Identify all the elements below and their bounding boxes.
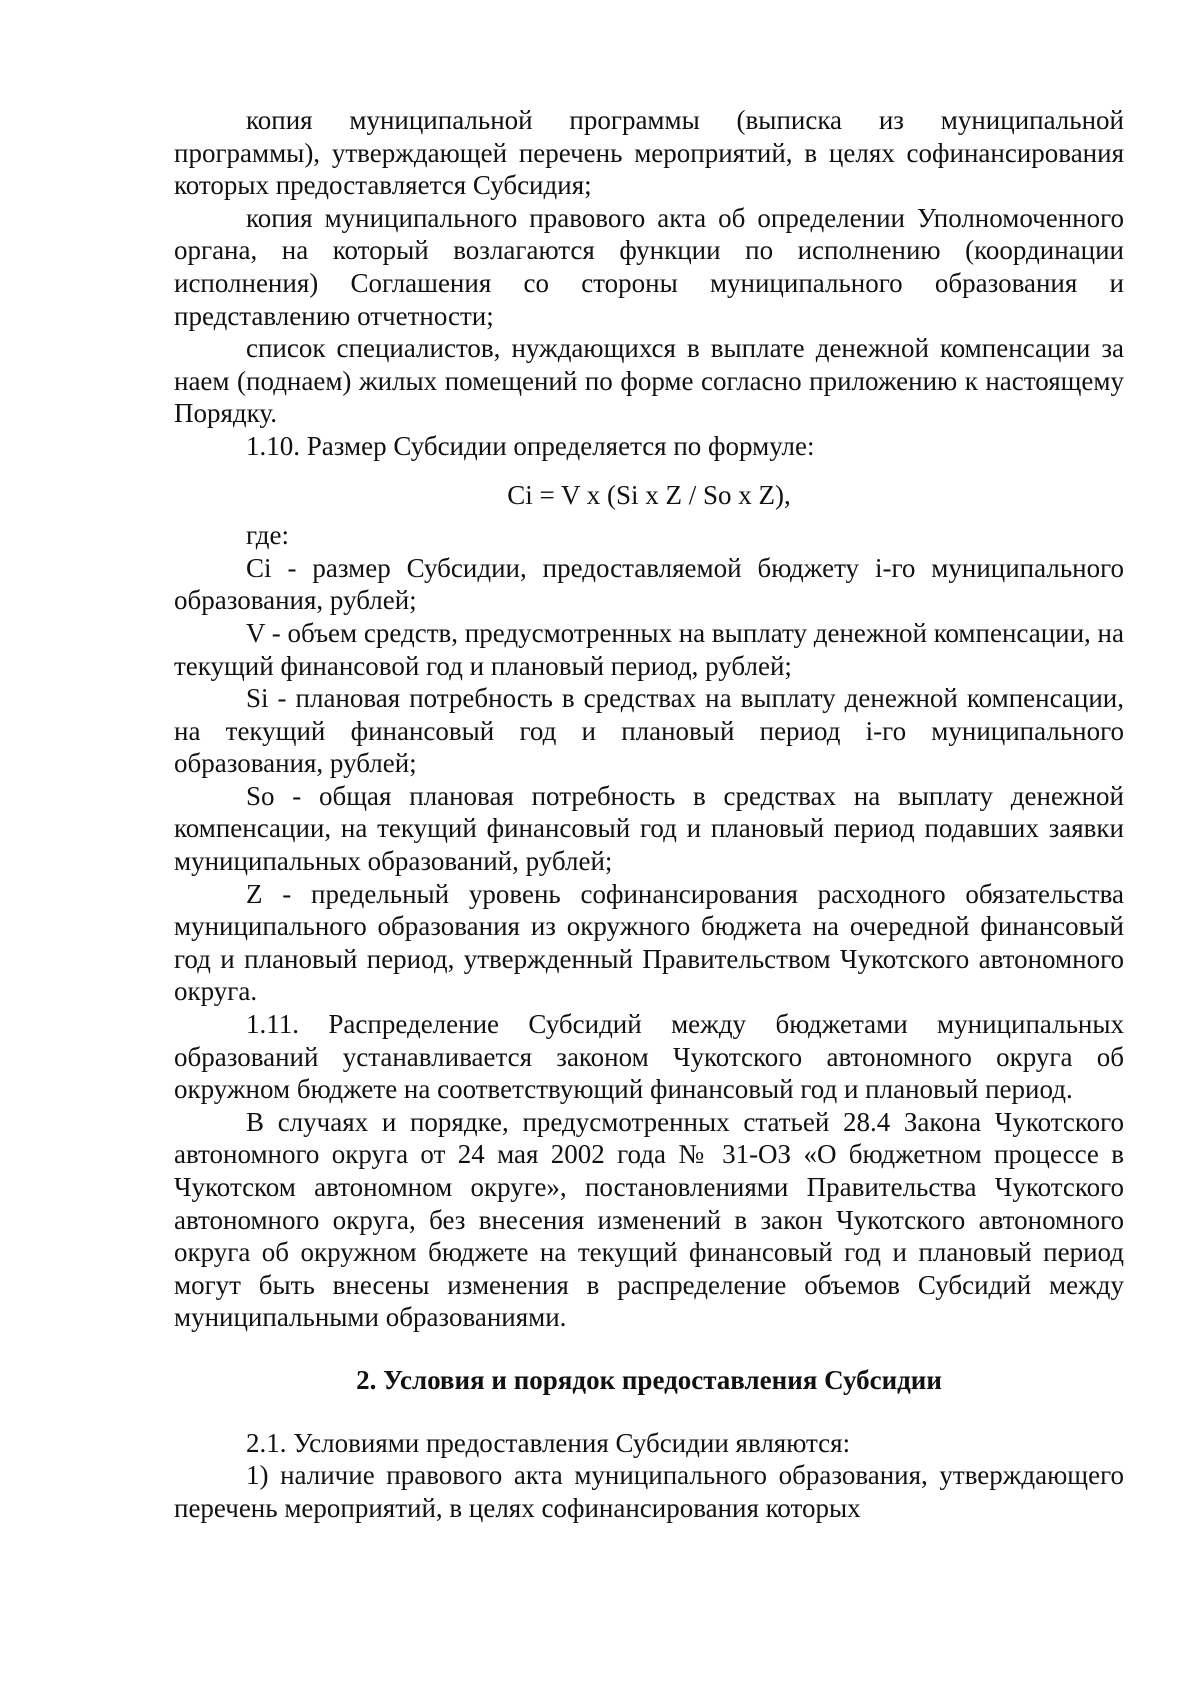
paragraph-1-11: 1.11. Распределение Субсидий между бюджетами муниципальных образований устанавливается законом Чукотского автономного округа об окружном бюджете на соответствующий финансовый год и плановый период. bbox=[174, 1009, 1124, 1105]
definition-so: So - общая плановая потребность в средствах на выплату денежной компенсации, на текущий финансовый год и плановый период подавших заявки муниципальных образований, рублей; bbox=[174, 780, 1124, 877]
paragraph-redistribution: В случаях и порядке, предусмотренных статьей 28.4 Закона Чукотского автономного округа от 24 мая 2002 года № 31-ОЗ «О бюджетном процессе в Чукотском автономном округе», постановлениями Правительства Чукотского автономного округа, без внесения изменений в закон Чукотского автономного округа об окружном бюджете на текущий финансовый год и плановый период могут быть внесены изменения в распределение объемов Субсидий между муниципальными образованиями. bbox=[174, 1106, 1124, 1333]
section-heading: 2. Условия и порядок предоставления Субсидии bbox=[356, 1364, 942, 1395]
definition-ci: Ci - размер Субсидии, предоставляемой бюджету i-го муниципального образования, рублей; bbox=[174, 552, 1124, 616]
definition-z: Z - предельный уровень софинансирования расходного обязательства муниципального образования из окружного бюджета на очередной финансовый год и плановый период, утвержденный Правительством Чукотского автономного округа. bbox=[174, 878, 1124, 1007]
subsidy-formula: Ci = V x (Si x Z / So x Z), bbox=[507, 479, 791, 510]
paragraph-where: где: bbox=[246, 520, 289, 551]
paragraph-specialists-list: список специалистов, нуждающихся в выплате денежной компенсации за наем (поднаем) жилых помещений по форме согласно приложению к настоящему Порядку. bbox=[174, 333, 1124, 429]
paragraph-2-1: 2.1. Условиями предоставления Субсидии являются: bbox=[246, 1427, 851, 1458]
paragraph-legal-act-copy: копия муниципального правового акта об определении Уполномоченного органа, на который возлагаются функции по исполнению (координации исполнения) Соглашения со стороны муниципального образования и представлению отчетности; bbox=[174, 202, 1124, 331]
document-page bbox=[174, 104, 1124, 1524]
paragraph-condition-1: 1) наличие правового акта муниципального образования, утверждающего перечень мероприятий, в целях софинансирования которых bbox=[174, 1460, 1124, 1523]
definition-si: Si - плановая потребность в средствах на выплату денежной компенсации, на текущий финансовый год и плановый период i-го муниципального образования, рублей; bbox=[174, 683, 1124, 779]
paragraph-1-10: 1.10. Размер Субсидии определяется по формуле: bbox=[246, 430, 815, 461]
paragraph-program-copy: копия муниципальной программы (выписка из муниципальной программы), утверждающей перечень мероприятий, в целях софинансирования которых предоставляется Субсидия; bbox=[174, 105, 1124, 201]
definition-v: V - объем средств, предусмотренных на выплату денежной компенсации, на текущий финансовой год и плановый период, рублей; bbox=[174, 617, 1124, 681]
